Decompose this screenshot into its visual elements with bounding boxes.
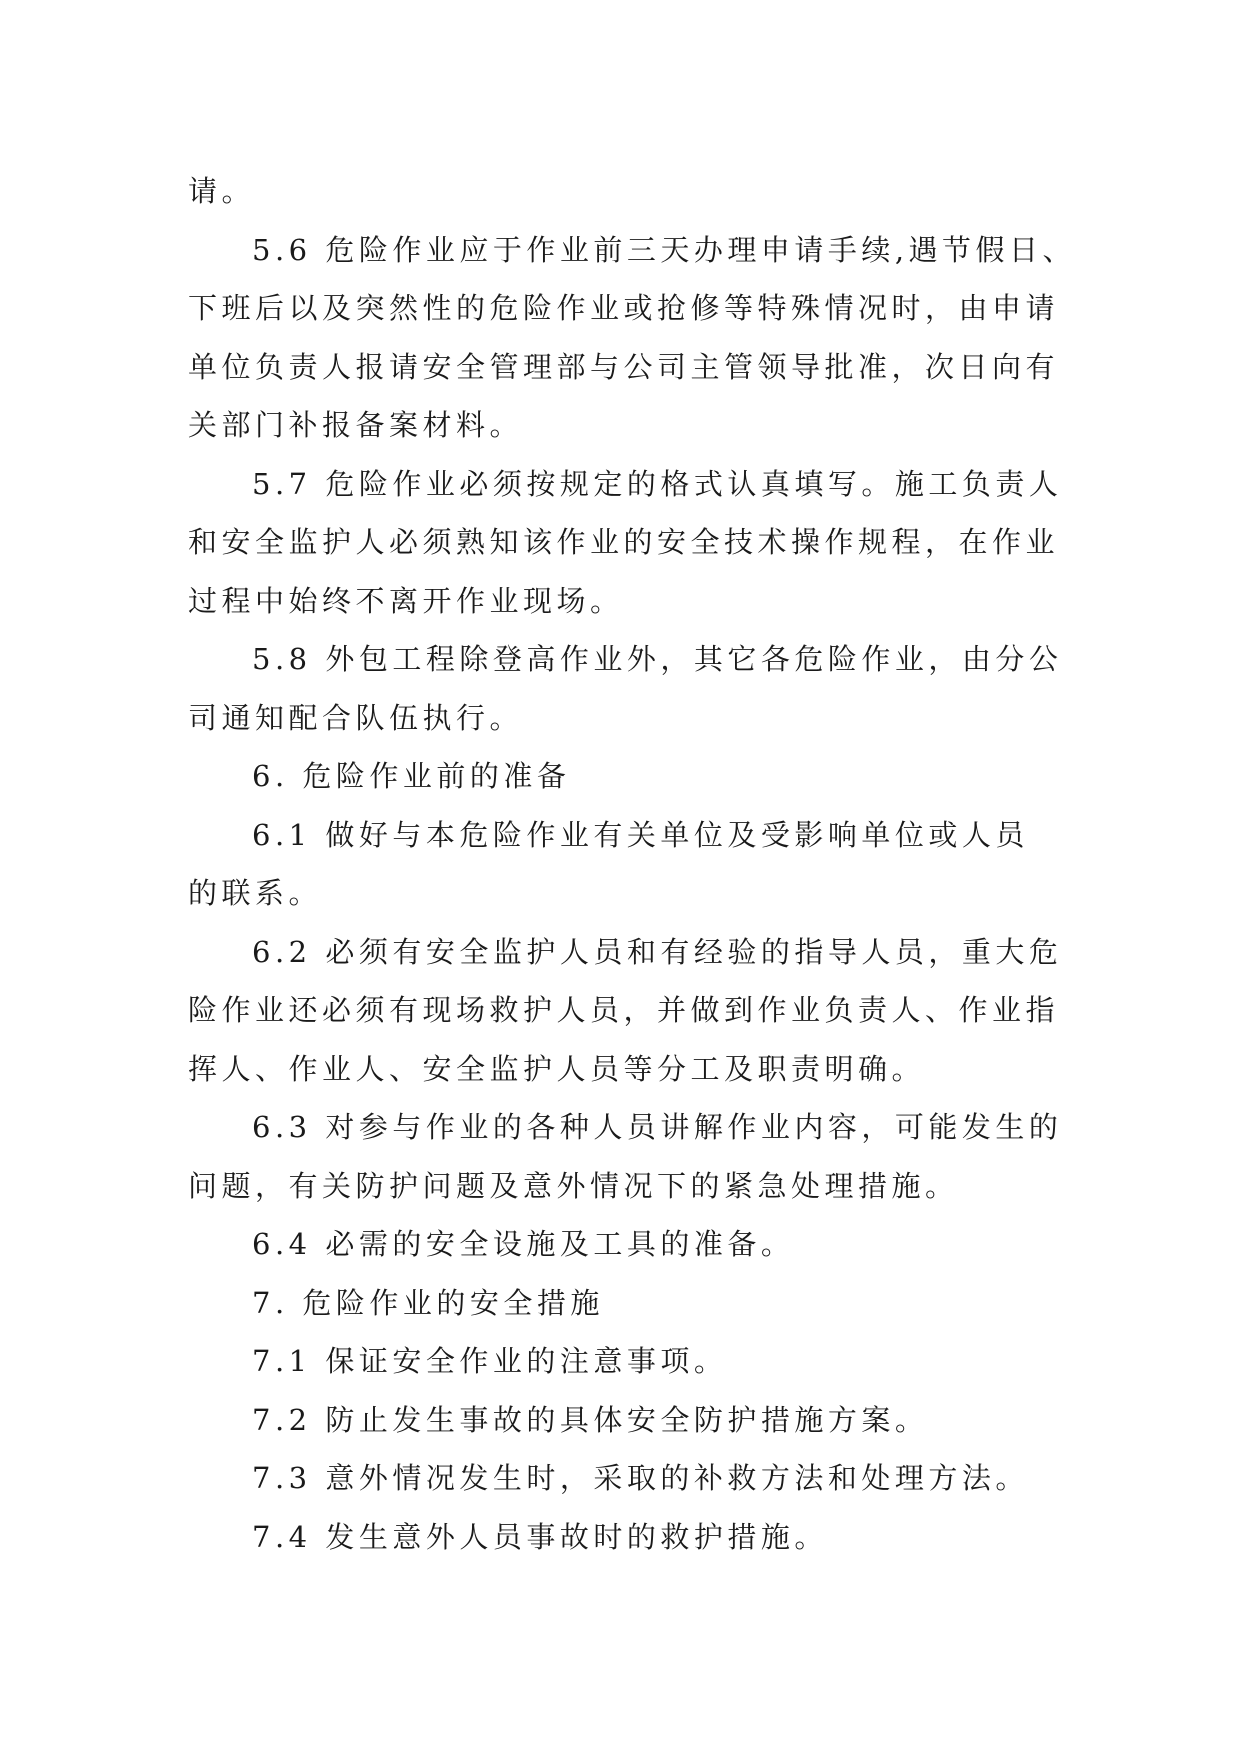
text-line: 关部门补报备案材料。	[188, 408, 524, 442]
text-line: 险作业还必须有现场救护人员，并做到作业负责人、作业指	[188, 993, 1060, 1027]
text-line: 6.4 必需的安全设施及工具的准备。	[252, 1227, 795, 1261]
text-line: 7.2 防止发生事故的具体安全防护措施方案。	[252, 1402, 929, 1437]
text-line: 的联系。	[188, 876, 323, 910]
section-heading: 6. 危险作业前的准备	[252, 759, 571, 793]
text-line: 5.7 危险作业必须按规定的格式认真填写。施工负责人	[252, 466, 1063, 501]
text-line: 7.4 发生意外人员事故时的救护措施。	[252, 1519, 828, 1554]
text-line: 请。	[188, 174, 256, 208]
section-heading: 7. 危险作业的安全措施	[252, 1285, 604, 1320]
text-line: 6.1 做好与本危险作业有关单位及受影响单位或人员	[252, 817, 1029, 852]
text-line: 7.1 保证安全作业的注意事项。	[252, 1344, 728, 1378]
text-line: 挥人、作业人、安全监护人员等分工及职责明确。	[188, 1051, 926, 1086]
text-line: 6.3 对参与作业的各种人员讲解作业内容，可能发生的	[252, 1110, 1063, 1144]
document-body	[188, 162, 1088, 1566]
text-line: 单位负责人报请安全管理部与公司主管领导批准，次日向有	[188, 349, 1060, 384]
text-line: 下班后以及突然性的危险作业或抢修等特殊情况时，由申请	[188, 291, 1060, 325]
text-line: 过程中始终不离开作业现场。	[188, 583, 624, 618]
text-line: 6.2 必须有安全监护人员和有经验的指导人员，重大危	[252, 934, 1063, 969]
text-line: 和安全监护人必须熟知该作业的安全技术操作规程，在作业	[188, 525, 1060, 559]
text-line: 司通知配合队伍执行。	[188, 700, 524, 735]
text-line: 问题，有关防护问题及意外情况下的紧急处理措施。	[188, 1168, 959, 1203]
text-line: 7.3 意外情况发生时，采取的补救方法和处理方法。	[252, 1461, 1029, 1495]
text-line: 5.8 外包工程除登高作业外，其它各危险作业，由分公	[252, 642, 1063, 676]
text-line: 5.6 危险作业应于作业前三天办理申请手续,遇节假日、	[252, 232, 1077, 267]
